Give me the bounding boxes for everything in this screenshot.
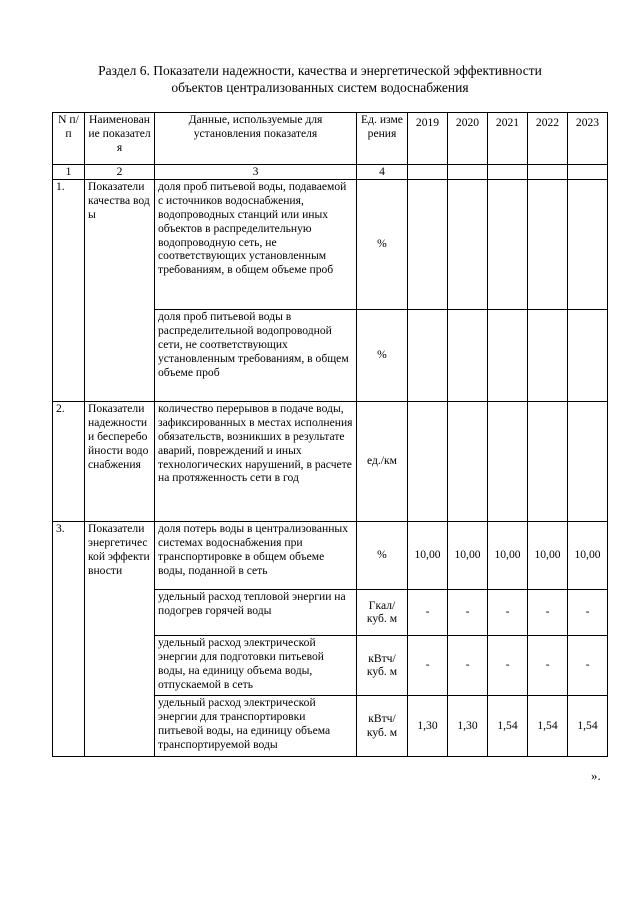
year-value [488, 309, 528, 401]
year-value: - [528, 589, 568, 635]
column-number: 4 [357, 165, 408, 180]
year-value [408, 179, 448, 309]
indicator-unit: % [357, 521, 408, 589]
table-row [53, 401, 608, 521]
year-value [448, 179, 488, 309]
year-value: 1,30 [408, 695, 448, 756]
indicator-unit: % [357, 179, 408, 309]
header-name: Наименование показателя [85, 113, 155, 165]
year-value: - [488, 635, 528, 695]
year-value: - [528, 635, 568, 695]
indicator-number: 1. [53, 179, 85, 401]
year-value [568, 179, 608, 309]
header-num: N п/п [53, 113, 85, 165]
year-value: - [408, 589, 448, 635]
header-unit: Ед. измерения [357, 113, 408, 165]
column-number: 2 [85, 165, 155, 180]
closing-mark: ». [591, 768, 601, 783]
indicator-unit: % [357, 309, 408, 401]
indicator-unit: кВтч/ куб. м [357, 635, 408, 695]
header-year: 2022 [528, 113, 568, 165]
header-year: 2023 [568, 113, 608, 165]
year-value: - [488, 589, 528, 635]
year-value: 1,54 [528, 695, 568, 756]
year-value: 10,00 [528, 521, 568, 589]
table-row [53, 179, 608, 309]
indicator-unit: ед./км [357, 401, 408, 521]
header-data: Данные, используемые для установления показателя [155, 113, 357, 165]
section-title-line1: Раздел 6. Показатели надежности, качества и энергетической эффективности [98, 63, 542, 78]
header-year: 2020 [448, 113, 488, 165]
year-value [568, 401, 608, 521]
indicator-group-name: Показатели надежности и бесперебойности водоснабжения [85, 401, 155, 521]
indicators-table [52, 112, 608, 757]
year-value: - [568, 635, 608, 695]
year-value [528, 401, 568, 521]
year-value [488, 179, 528, 309]
year-value: - [568, 589, 608, 635]
indicator-number: 2. [53, 401, 85, 521]
indicator-unit: Гкал/ куб. м [357, 589, 408, 635]
year-value: 1,30 [448, 695, 488, 756]
indicator-data: количество перерывов в подаче воды, зафиксированных в местах исполнения обязательств, возникших в результате аварий, повреждений и иных технологических нарушений, в расчете на протяженность сети в год [155, 401, 357, 521]
year-value: 10,00 [568, 521, 608, 589]
year-value [448, 401, 488, 521]
year-value: - [408, 635, 448, 695]
indicator-number: 3. [53, 521, 85, 756]
indicator-group-name: Показатели качества воды [85, 179, 155, 401]
table-row [53, 521, 608, 589]
column-number: 1 [53, 165, 85, 180]
year-value [528, 179, 568, 309]
indicator-data: удельный расход электрической энергии для подготовки питьевой воды, на единицу объема воды, отпускаемой в сеть [155, 635, 357, 695]
header-row [53, 113, 608, 165]
indicator-data: доля проб питьевой воды, подаваемой с источников водоснабжения, водопроводных станций или иных объектов в распределительную водопроводную сеть, не соответствующих установленным требованиям, в общем объеме проб [155, 179, 357, 309]
section-title [0, 62, 640, 96]
year-value: - [448, 589, 488, 635]
year-value [528, 309, 568, 401]
year-value: 1,54 [568, 695, 608, 756]
column-number: 3 [155, 165, 357, 180]
indicator-data: удельный расход тепловой энергии на подогрев горячей воды [155, 589, 357, 635]
indicator-unit: кВтч/ куб. м [357, 695, 408, 756]
indicator-group-name: Показатели энергетической эффективности [85, 521, 155, 756]
year-value [488, 401, 528, 521]
indicator-data: доля проб питьевой воды в распределительной водопроводной сети, не соответствующих установленным требованиям, в общем объеме проб [155, 309, 357, 401]
year-value: - [448, 635, 488, 695]
year-value: 10,00 [408, 521, 448, 589]
year-value [448, 309, 488, 401]
year-value [408, 309, 448, 401]
year-value: 1,54 [488, 695, 528, 756]
indicator-data: удельный расход электрической энергии для транспортировки питьевой воды, на единицу объема транспортируемой воды [155, 695, 357, 756]
column-numbers-row [53, 165, 608, 180]
header-year: 2019 [408, 113, 448, 165]
year-value [568, 309, 608, 401]
header-year: 2021 [488, 113, 528, 165]
year-value: 10,00 [488, 521, 528, 589]
indicator-data: доля потерь воды в централизованных системах водоснабжения при транспортировке в общем объеме воды, поданной в сеть [155, 521, 357, 589]
section-title-line2: объектов централизованных систем водоснабжения [171, 80, 469, 95]
year-value [408, 401, 448, 521]
year-value: 10,00 [448, 521, 488, 589]
